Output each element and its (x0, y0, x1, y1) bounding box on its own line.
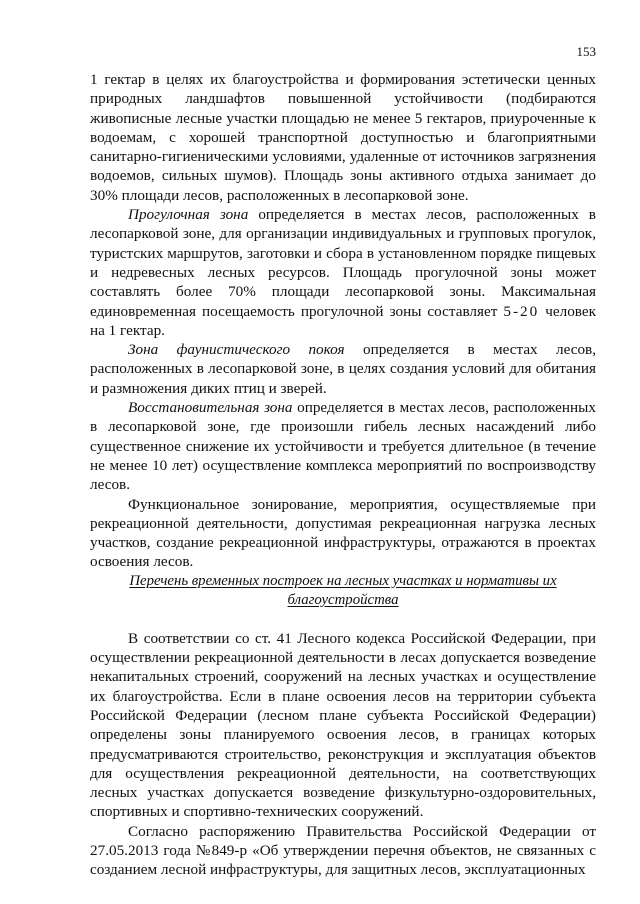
paragraph-active-rest-zone: 1 гектар в целях их благоустройства и формирования эстетически ценных природных ландшафтов повышенной устойчивости (подбираются живописные лесные участки площадью не менее 5 гектаров, приуроченные к водоемам, с хорошей транспортной доступностью и благоприятными санитарно-гигиеническими условиями, удаленные от источников загрязнения водоемов, сильных шумов). Площадь зоны активного отдыха занимает до 30% площади лесов, расположенных в лесопарковой зоне. (90, 71, 596, 204)
term-fauna-rest-zone: Зона фаунистического покоя (128, 341, 345, 359)
paragraph-forest-code: В соответствии со ст. 41 Лесного кодекса Российской Федерации, при осуществлении рекреационной деятельности в лесах допускается возведение некапитальных строений, сооружений на лесных участках и осуществление их благоустройства. Если в плане освоения лесов на территории субъекта Российской Федерации (лесном плане субъекта Российской Федерации) определены зоны планируемого освоения лесов, в границах которых предусматриваются строительство, реконструкция и эксплуатация объектов для осуществления рекреационной деятельности, на соответствующих лесных участках допускается возведение физкультурно-оздоровительных, спортивных и спортивно-технических сооружений. (90, 629, 596, 821)
walking-zone-range: 5-20 (503, 302, 540, 320)
restoration-zone-text: определяется в местах лесов, расположенных в лесопарковой зоне, где произошли гибель лесных насаждений либо существенное снижение их устойчивости и требуется длительное (в течение не менее 10 лет) осуществление комплекса мероприятий по воспроизводству лесов. (90, 399, 596, 494)
walking-zone-text-a: определяется в местах лесов, расположенных в лесопарковой зоне, для организации индивидуальных и групповых прогулок, туристских маршрутов, заготовки и сбора в установленном порядке пищевых и недревесных лесных ресурсов. Площадь прогулочной зоны может составлять более 70% площади лесопарковой зоны. Максимальная единовременная посещаемость прогулочной зоны составляет (90, 206, 596, 320)
document-body (90, 70, 596, 880)
paragraph-restoration-zone (90, 398, 596, 494)
term-restoration-zone: Восстановительная зона (128, 399, 293, 417)
heading-spacer (90, 610, 596, 629)
paragraph-walking-zone (90, 205, 596, 340)
paragraph-government-order: Согласно распоряжению Правительства Российской Федерации от 27.05.2013 года №849-р «Об утверждении перечня объектов, не связанных с созданием лесной инфраструктуры, для защитных лесов, эксплуатационных (90, 822, 596, 879)
section-heading (90, 572, 596, 610)
paragraph-fauna-rest-zone (90, 340, 596, 398)
page-number: 153 (576, 44, 596, 59)
section-heading-text: Перечень временных построек на лесных участках и нормативы их благоустройства (129, 572, 557, 608)
term-walking-zone: Прогулочная зона (128, 206, 249, 224)
fauna-rest-zone-text: определяется в местах лесов, расположенных в лесопарковой зоне, в целях создания условий для обитания и размножения диких птиц и зверей. (90, 341, 597, 397)
walking-zone-text-b: человек на 1 гектар. (90, 302, 596, 339)
paragraph-functional-zoning: Функциональное зонирование, мероприятия, осуществляемые при рекреационной деятельности, допустимая рекреационная нагрузка лесных участков, создание рекреационной инфраструктуры, отражаются в проектах освоения лесов. (90, 495, 596, 571)
